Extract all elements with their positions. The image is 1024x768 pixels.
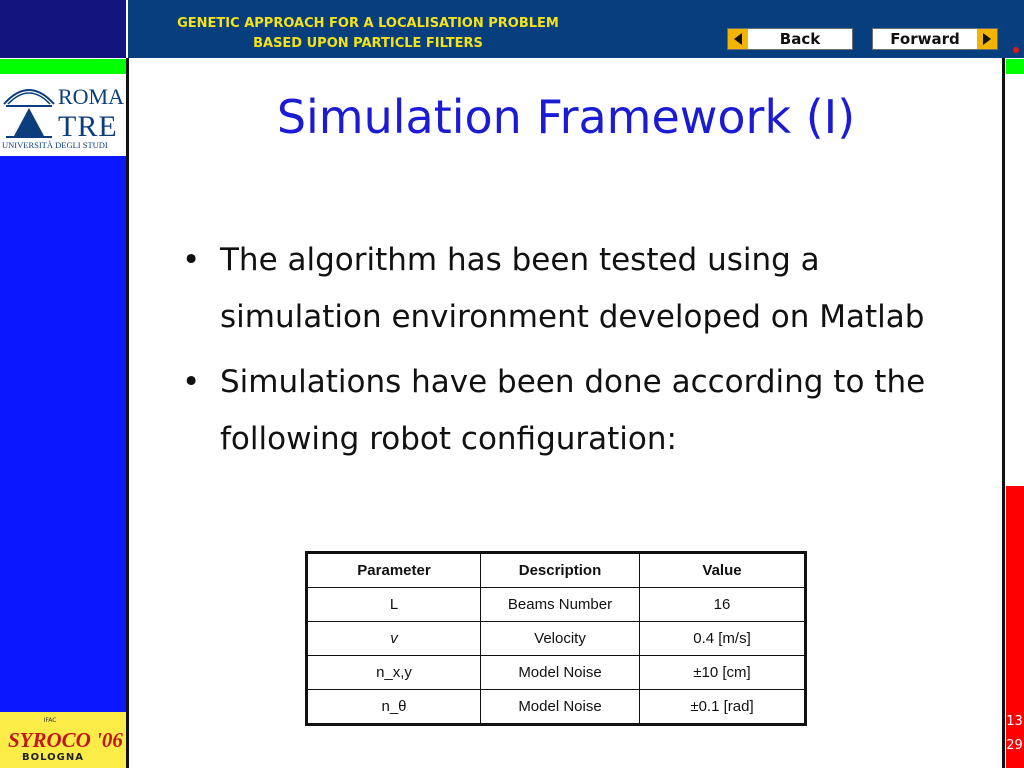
- arrow-left-icon: [728, 29, 748, 49]
- sidebar-divider: [126, 58, 129, 768]
- presentation-title-line2: BASED UPON PARTICLE FILTERS: [253, 36, 483, 51]
- cell-parameter: n_θ: [307, 690, 481, 725]
- bullet-icon: •: [182, 364, 201, 400]
- cell-description: Beams Number: [481, 588, 640, 622]
- slide-title: Simulation Framework (I): [276, 90, 856, 144]
- right-divider: [1002, 58, 1005, 768]
- bullet-text: The algorithm has been tested using a simulation environment developed on Matlab: [220, 242, 925, 335]
- back-button-label: Back: [779, 30, 821, 48]
- table-row: [307, 690, 806, 725]
- logo-text-bologna: BOLOGNA: [22, 752, 84, 763]
- back-button[interactable]: [727, 28, 853, 50]
- cell-description: Model Noise: [481, 656, 640, 690]
- forward-button-label: Forward: [890, 30, 960, 48]
- cell-value: 0.4 [m/s]: [640, 622, 806, 656]
- cell-description: Velocity: [481, 622, 640, 656]
- table-row: [307, 588, 806, 622]
- column-header-value: Value: [640, 553, 806, 588]
- syroco-logo: [0, 712, 126, 768]
- sidebar-blue-panel: [0, 156, 126, 712]
- logo-text-syroco: SYROCO '06: [8, 728, 123, 752]
- column-header-description: Description: [481, 553, 640, 588]
- cell-description: Model Noise: [481, 690, 640, 725]
- bullet-icon: •: [182, 242, 201, 278]
- right-accent-strip: [1006, 59, 1024, 74]
- page-current: 13: [1006, 714, 1023, 729]
- cell-parameter: L: [307, 588, 481, 622]
- cell-value: ±0.1 [rad]: [640, 690, 806, 725]
- cell-value: 16: [640, 588, 806, 622]
- forward-button[interactable]: [872, 28, 998, 50]
- university-emblem-icon: [2, 82, 56, 138]
- table-row: [307, 656, 806, 690]
- presentation-title: [128, 14, 608, 54]
- table-row: [307, 622, 806, 656]
- right-white-panel: [1006, 76, 1018, 486]
- page-total: 29: [1006, 738, 1023, 753]
- cell-value: ±10 [cm]: [640, 656, 806, 690]
- arrow-right-icon: [977, 29, 997, 49]
- logo-text-universita: UNIVERSITÀ DEGLI STUDI: [2, 140, 108, 150]
- bullet-item: [180, 354, 940, 468]
- table-header-row: [307, 553, 806, 588]
- left-accent-strip: [0, 59, 126, 74]
- bullet-item: [180, 232, 940, 346]
- header-dot: [1013, 47, 1019, 53]
- presentation-title-line1: GENETIC APPROACH FOR A LOCALISATION PROBLEM: [177, 16, 559, 31]
- header-corner: [0, 0, 126, 58]
- roma-tre-logo: [2, 82, 126, 154]
- column-header-parameter: Parameter: [307, 553, 481, 588]
- bullet-list: [180, 232, 940, 468]
- logo-text-tre: TRE: [58, 110, 118, 143]
- cell-parameter: n_x,y: [307, 656, 481, 690]
- logo-text-roma: ROMA: [58, 84, 125, 109]
- cell-parameter: v: [307, 622, 481, 656]
- robot-config-table: [305, 551, 807, 726]
- bullet-text: Simulations have been done according to the following robot configuration:: [220, 364, 926, 457]
- logo-text-ifac: IFAC: [43, 717, 57, 724]
